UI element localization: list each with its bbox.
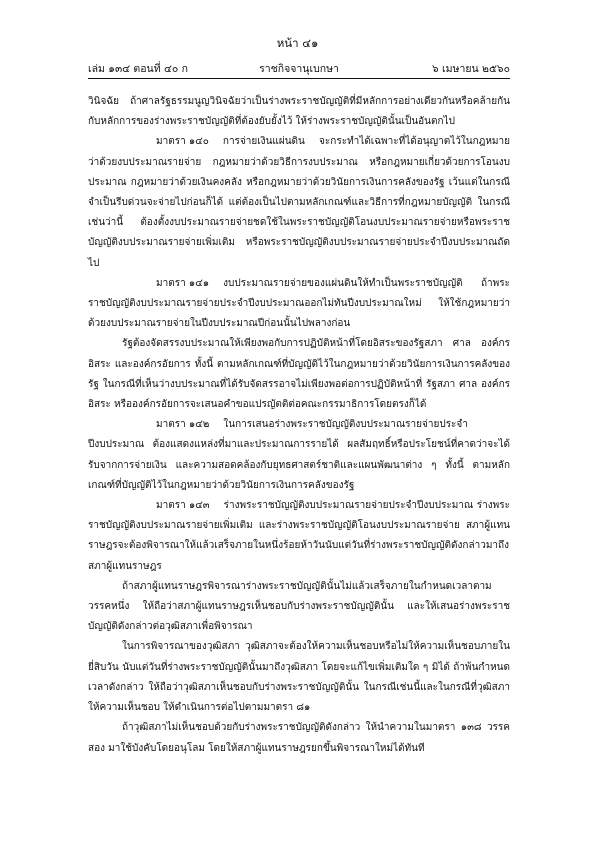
publication-date: ๖ เมษายน ๒๕๖๐: [432, 63, 510, 75]
paragraph-continuation: วินิจฉัย ถ้าศาลรัฐธรรมนูญวินิจฉัยว่าเป็นร่างพระราชบัญญัติที่มีหลักการอย่างเดียวกันหรือคล้ายกันกับหลักการของร่างพระราชบัญญัติที่ต้องยับยั้งไว้ ให้ร่างพระราชบัญญัตินั้นเป็นอันตกไป: [88, 96, 510, 128]
section-label: มาตรา ๑๔๐: [156, 136, 209, 148]
section-140: [88, 132, 510, 273]
section-label: มาตรา ๑๔๒: [156, 419, 210, 431]
section-text: ร่างพระราชบัญญัติงบประมาณรายจ่ายประจำปีงบประมาณ ร่างพระราชบัญญัติงบประมาณรายจ่ายเพิ่มเติม และร่างพระราชบัญญัติโอนงบประมาณรายจ่าย สภาผู้แทนราษฎรจะต้องพิจารณาให้แล้วเสร็จภายในหนึ่งร้อยห้าวันนับแต่วันที่ร่างพระราชบัญญัติดังกล่าวมาถึงสภาผู้แทนราษฎร: [88, 500, 510, 572]
publication-name: ราชกิจจานุเบกษา: [259, 63, 339, 75]
paragraph-senate-disapproval: ถ้าวุฒิสภาไม่เห็นชอบด้วยกับร่างพระราชบัญญัติดังกล่าว ให้นำความในมาตรา ๑๓๘ วรรคสอง มาใช้บังคับโดยอนุโลม โดยให้สภาผู้แทนราษฎรยกขึ้นพิจารณาใหม่ได้ทันที: [88, 722, 510, 754]
section-label: มาตรา ๑๔๑: [156, 277, 210, 289]
paragraph-budget-allocation: รัฐต้องจัดสรรงบประมาณให้เพียงพอกับการปฏิบัติหน้าที่โดยอิสระของรัฐสภา ศาล องค์กรอิสระ และองค์กรอัยการ ทั้งนี้ ตามหลักเกณฑ์ที่บัญญัติไว้ในกฎหมายว่าด้วยวินัยการเงินการคลังของรัฐ ในกรณีที่เห็นว่างบประมาณที่ได้รับจัดสรรอาจไม่เพียงพอต่อการปฏิบัติหน้าที่ รัฐสภา ศาล องค์กรอิสระ หรือองค์กรอัยการจะเสนอคำขอแปรญัตติต่อคณะกรรมาธิการโดยตรงก็ได้: [88, 338, 510, 411]
paragraph-house-deadline: ถ้าสภาผู้แทนราษฎรพิจารณาร่างพระราชบัญญัตินั้นไม่แล้วเสร็จภายในกำหนดเวลาตามวรรคหนึ่ง ให้ถือว่าสภาผู้แทนราษฎรเห็นชอบกับร่างพระราชบัญญัตินั้น และให้เสนอร่างพระราชบัญญัติดังกล่าวต่อวุฒิสภาเพื่อพิจารณา: [88, 580, 510, 633]
section-142: [88, 415, 510, 496]
page-number: หน้า ๔๑: [276, 36, 319, 50]
header-rule: [88, 78, 510, 79]
section-text: ในการเสนอร่างพระราชบัญญัติงบประมาณรายจ่ายประจำปีงบประมาณ ต้องแสดงแหล่งที่มาและประมาณการรายได้ ผลสัมฤทธิ์หรือประโยชน์ที่คาดว่าจะได้รับจากการจ่ายเงิน และความสอดคล้องกับยุทธศาสตร์ชาติและแผนพัฒนาต่าง ๆ ทั้งนี้ ตามหลักเกณฑ์ที่บัญญัติไว้ในกฎหมายว่าด้วยวินัยการเงินการคลังของรัฐ: [88, 419, 510, 491]
paragraph-senate-review: ในการพิจารณาของวุฒิสภา วุฒิสภาจะต้องให้ความเห็นชอบหรือไม่ให้ความเห็นชอบภายในยี่สิบวัน นับแต่วันที่ร่างพระราชบัญญัตินั้นมาถึงวุฒิสภา โดยจะแก้ไขเพิ่มเติมใด ๆ มิได้ ถ้าพ้นกำหนดเวลาดังกล่าว ให้ถือว่าวุฒิสภาเห็นชอบกับร่างพระราชบัญญัตินั้น ในกรณีเช่นนี้และในกรณีที่วุฒิสภาให้ความเห็นชอบ ให้ดำเนินการต่อไปตามมาตรา ๘๑: [88, 641, 510, 714]
document-body: [88, 92, 510, 759]
section-text: การจ่ายเงินแผ่นดิน จะกระทำได้เฉพาะที่ได้อนุญาตไว้ในกฎหมายว่าด้วยงบประมาณรายจ่าย กฎหมายว่าด้วยวิธีการงบประมาณ หรือกฎหมายเกี่ยวด้วยการโอนงบประมาณ กฎหมายว่าด้วยเงินคงคลัง หรือกฎหมายว่าด้วยวินัยการเงินการคลังของรัฐ เว้นแต่ในกรณีจำเป็นรีบด่วนจะจ่ายไปก่อนก็ได้ แต่ต้องเป็นไปตามหลักเกณฑ์และวิธีการที่กฎหมายบัญญัติ ในกรณีเช่นว่านี้ ต้องตั้งงบประมาณรายจ่ายชดใช้ในพระราชบัญญัติโอนงบประมาณรายจ่ายหรือพระราชบัญญัติงบประมาณรายจ่ายเพิ่มเติม หรือพระราชบัญญัติงบประมาณรายจ่ายประจำปีงบประมาณถัดไป: [88, 136, 510, 269]
section-text: งบประมาณรายจ่ายของแผ่นดินให้ทำเป็นพระราชบัญญัติ ถ้าพระราชบัญญัติงบประมาณรายจ่ายประจำปีงบประมาณออกไม่ทันปีงบประมาณใหม่ ให้ใช้กฎหมายว่าด้วยงบประมาณรายจ่ายในปีงบประมาณปีก่อนนั้นไปพลางก่อน: [88, 277, 510, 330]
section-label: มาตรา ๑๔๓: [156, 500, 210, 512]
section-141: [88, 274, 510, 335]
volume-issue: เล่ม ๑๓๔ ตอนที่ ๔๐ ก: [88, 63, 189, 75]
section-143: [88, 496, 510, 577]
